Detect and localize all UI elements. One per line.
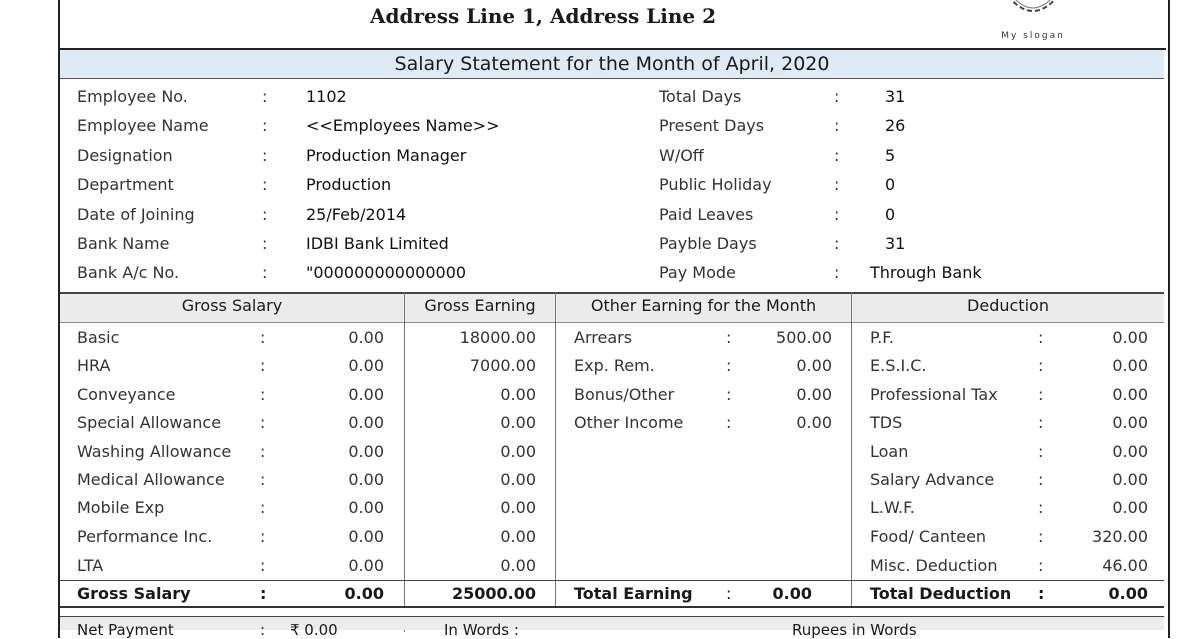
gross-earning-value: 18000.00 xyxy=(459,328,536,347)
attendance-field-value: 31 xyxy=(885,87,906,106)
deduction-label: Food/ Canteen xyxy=(870,527,987,546)
deduction-label: Loan xyxy=(870,442,909,461)
total-gross-colon: : xyxy=(260,584,267,603)
employee-field-colon: : xyxy=(262,146,268,165)
attendance-field-label: Pay Mode xyxy=(659,263,736,282)
salary-component-label: Medical Allowance xyxy=(77,470,225,489)
other-earning-colon: : xyxy=(726,385,732,404)
footer-bar xyxy=(60,617,1164,630)
attendance-field-label: Public Holiday xyxy=(659,175,772,194)
salary-component-label: Washing Allowance xyxy=(77,442,232,461)
other-earning-label: Bonus/Other xyxy=(574,385,675,404)
total-gross-label: Gross Salary xyxy=(77,584,191,603)
divider-other xyxy=(851,292,852,608)
deduction-value: 0.00 xyxy=(1112,356,1148,375)
divider-earning xyxy=(555,292,556,608)
col-header-gross-salary: Gross Salary xyxy=(181,296,283,315)
employee-field-value: "000000000000000 xyxy=(306,263,467,282)
gross-salary-value: 0.00 xyxy=(348,442,384,461)
slip-header xyxy=(58,0,1166,50)
salary-component-colon: : xyxy=(260,498,266,517)
other-earning-colon: : xyxy=(726,413,732,432)
attendance-field-colon: : xyxy=(834,205,840,224)
employee-field-colon: : xyxy=(262,234,268,253)
other-earning-value: 0.00 xyxy=(796,413,832,432)
deduction-colon: : xyxy=(1038,442,1044,461)
gross-salary-value: 0.00 xyxy=(348,413,384,432)
deduction-colon: : xyxy=(1038,328,1044,347)
employee-field-value: <<Employees Name>> xyxy=(306,116,500,135)
other-earning-value: 0.00 xyxy=(796,385,832,404)
employee-field-label: Bank Name xyxy=(77,234,170,253)
attendance-field-label: Paid Leaves xyxy=(659,205,754,224)
employee-field-value: Production xyxy=(306,175,392,194)
salary-component-colon: : xyxy=(260,556,266,575)
salary-component-colon: : xyxy=(260,527,266,546)
net-payment-label: Net Payment xyxy=(77,621,174,639)
net-payment-colon: : xyxy=(260,621,266,639)
in-words-value: Rupees in Words xyxy=(792,621,917,639)
other-earning-colon: : xyxy=(726,356,732,375)
gross-earning-value: 0.00 xyxy=(500,498,536,517)
deduction-value: 46.00 xyxy=(1102,556,1148,575)
employee-field-colon: : xyxy=(262,263,268,282)
net-payment-value: ₹ 0.00 xyxy=(290,621,338,639)
gross-salary-value: 0.00 xyxy=(348,385,384,404)
deduction-label: Salary Advance xyxy=(870,470,995,489)
attendance-field-value: 0 xyxy=(885,205,896,224)
employee-field-value: IDBI Bank Limited xyxy=(306,234,449,253)
attendance-field-value: Through Bank xyxy=(870,263,982,282)
total-gross-salary: 0.00 xyxy=(344,584,384,603)
deduction-value: 320.00 xyxy=(1092,527,1148,546)
deduction-colon: : xyxy=(1038,413,1044,432)
salary-component-label: Mobile Exp xyxy=(77,498,165,517)
salary-component-colon: : xyxy=(260,356,266,375)
divider-gross xyxy=(404,292,405,608)
employee-field-label: Employee No. xyxy=(77,87,188,106)
deduction-colon: : xyxy=(1038,527,1044,546)
attendance-field-label: W/Off xyxy=(659,146,704,165)
gross-salary-value: 0.00 xyxy=(348,498,384,517)
company-address: Address Line 1, Address Line 2 xyxy=(370,4,716,28)
deduction-label: Professional Tax xyxy=(870,385,998,404)
salary-component-label: Basic xyxy=(77,328,120,347)
total-earning-value: 0.00 xyxy=(772,584,812,603)
col-header-other-earning: Other Earning for the Month xyxy=(590,296,817,315)
salary-component-colon: : xyxy=(260,328,266,347)
gross-earning-value: 0.00 xyxy=(500,385,536,404)
salary-component-label: HRA xyxy=(77,356,111,375)
gross-salary-value: 0.00 xyxy=(348,470,384,489)
other-earning-value: 0.00 xyxy=(796,356,832,375)
total-deduction-colon: : xyxy=(1038,584,1045,603)
attendance-field-colon: : xyxy=(834,87,840,106)
attendance-field-label: Present Days xyxy=(659,116,765,135)
deduction-colon: : xyxy=(1038,556,1044,575)
other-earning-colon: : xyxy=(726,328,732,347)
gross-salary-value: 0.00 xyxy=(348,556,384,575)
total-earning-colon: : xyxy=(726,584,732,603)
attendance-field-colon: : xyxy=(834,146,840,165)
deduction-label: P.F. xyxy=(870,328,894,347)
employee-field-label: Date of Joining xyxy=(77,205,195,224)
other-earning-value: 500.00 xyxy=(776,328,832,347)
deduction-colon: : xyxy=(1038,356,1044,375)
employee-field-label: Designation xyxy=(77,146,173,165)
attendance-field-colon: : xyxy=(834,263,840,282)
in-words-label: In Words : xyxy=(444,621,519,639)
total-deduction-label: Total Deduction xyxy=(870,584,1012,603)
other-earning-label: Arrears xyxy=(574,328,633,347)
deduction-label: E.S.I.C. xyxy=(870,356,927,375)
gross-earning-value: 0.00 xyxy=(500,470,536,489)
gross-earning-value: 0.00 xyxy=(500,527,536,546)
gross-earning-value: 7000.00 xyxy=(469,356,536,375)
attendance-field-value: 31 xyxy=(885,234,906,253)
salary-component-label: Special Allowance xyxy=(77,413,222,432)
other-earning-label: Other Income xyxy=(574,413,684,432)
gross-earning-value: 0.00 xyxy=(500,413,536,432)
deduction-value: 0.00 xyxy=(1112,413,1148,432)
attendance-field-label: Payble Days xyxy=(659,234,757,253)
salary-component-colon: : xyxy=(260,442,266,461)
totals-bottom-rule xyxy=(60,606,1164,608)
gross-salary-value: 0.00 xyxy=(348,356,384,375)
gross-earning-value: 0.00 xyxy=(500,556,536,575)
totals-top-rule xyxy=(60,580,1164,581)
total-gross-earning: 25000.00 xyxy=(451,584,536,603)
employee-field-colon: : xyxy=(262,205,268,224)
company-logo xyxy=(978,0,1088,46)
deduction-colon: : xyxy=(1038,498,1044,517)
employee-field-value: 25/Feb/2014 xyxy=(306,205,407,224)
employee-field-label: Employee Name xyxy=(77,116,209,135)
deduction-colon: : xyxy=(1038,385,1044,404)
attendance-field-value: 26 xyxy=(885,116,906,135)
employee-field-colon: : xyxy=(262,175,268,194)
total-earning-label: Total Earning xyxy=(574,584,693,603)
salary-component-colon: : xyxy=(260,413,266,432)
salary-component-colon: : xyxy=(260,470,266,489)
employee-field-colon: : xyxy=(262,87,268,106)
total-deduction-value: 0.00 xyxy=(1108,584,1148,603)
deduction-value: 0.00 xyxy=(1112,470,1148,489)
deduction-label: L.W.F. xyxy=(870,498,915,517)
attendance-field-label: Total Days xyxy=(659,87,742,106)
deduction-label: Misc. Deduction xyxy=(870,556,998,575)
salary-component-label: Conveyance xyxy=(77,385,176,404)
deduction-value: 0.00 xyxy=(1112,385,1148,404)
employee-field-label: Bank A/c No. xyxy=(77,263,180,282)
employee-field-colon: : xyxy=(262,116,268,135)
employee-field-value: 1102 xyxy=(306,87,347,106)
col-header-gross-earning: Gross Earning xyxy=(424,296,536,315)
other-earning-label: Exp. Rem. xyxy=(574,356,655,375)
attendance-field-value: 0 xyxy=(885,175,896,194)
attendance-field-colon: : xyxy=(834,175,840,194)
salary-component-colon: : xyxy=(260,385,266,404)
salary-component-label: LTA xyxy=(77,556,104,575)
deduction-label: TDS xyxy=(870,413,903,432)
deduction-value: 0.00 xyxy=(1112,328,1148,347)
deduction-value: 0.00 xyxy=(1112,498,1148,517)
deduction-colon: : xyxy=(1038,470,1044,489)
employee-field-value: Production Manager xyxy=(306,146,467,165)
statement-title: Salary Statement for the Month of April, 2020 xyxy=(60,50,1164,79)
company-slogan: My slogan xyxy=(1001,31,1065,41)
gross-earning-value: 0.00 xyxy=(500,442,536,461)
attendance-field-colon: : xyxy=(834,116,840,135)
gross-salary-value: 0.00 xyxy=(348,527,384,546)
attendance-field-colon: : xyxy=(834,234,840,253)
attendance-field-value: 5 xyxy=(885,146,896,165)
col-header-deduction: Deduction xyxy=(967,296,1049,315)
deduction-value: 0.00 xyxy=(1112,442,1148,461)
employee-field-label: Department xyxy=(77,175,174,194)
gross-salary-value: 0.00 xyxy=(348,328,384,347)
salary-component-label: Performance Inc. xyxy=(77,527,213,546)
